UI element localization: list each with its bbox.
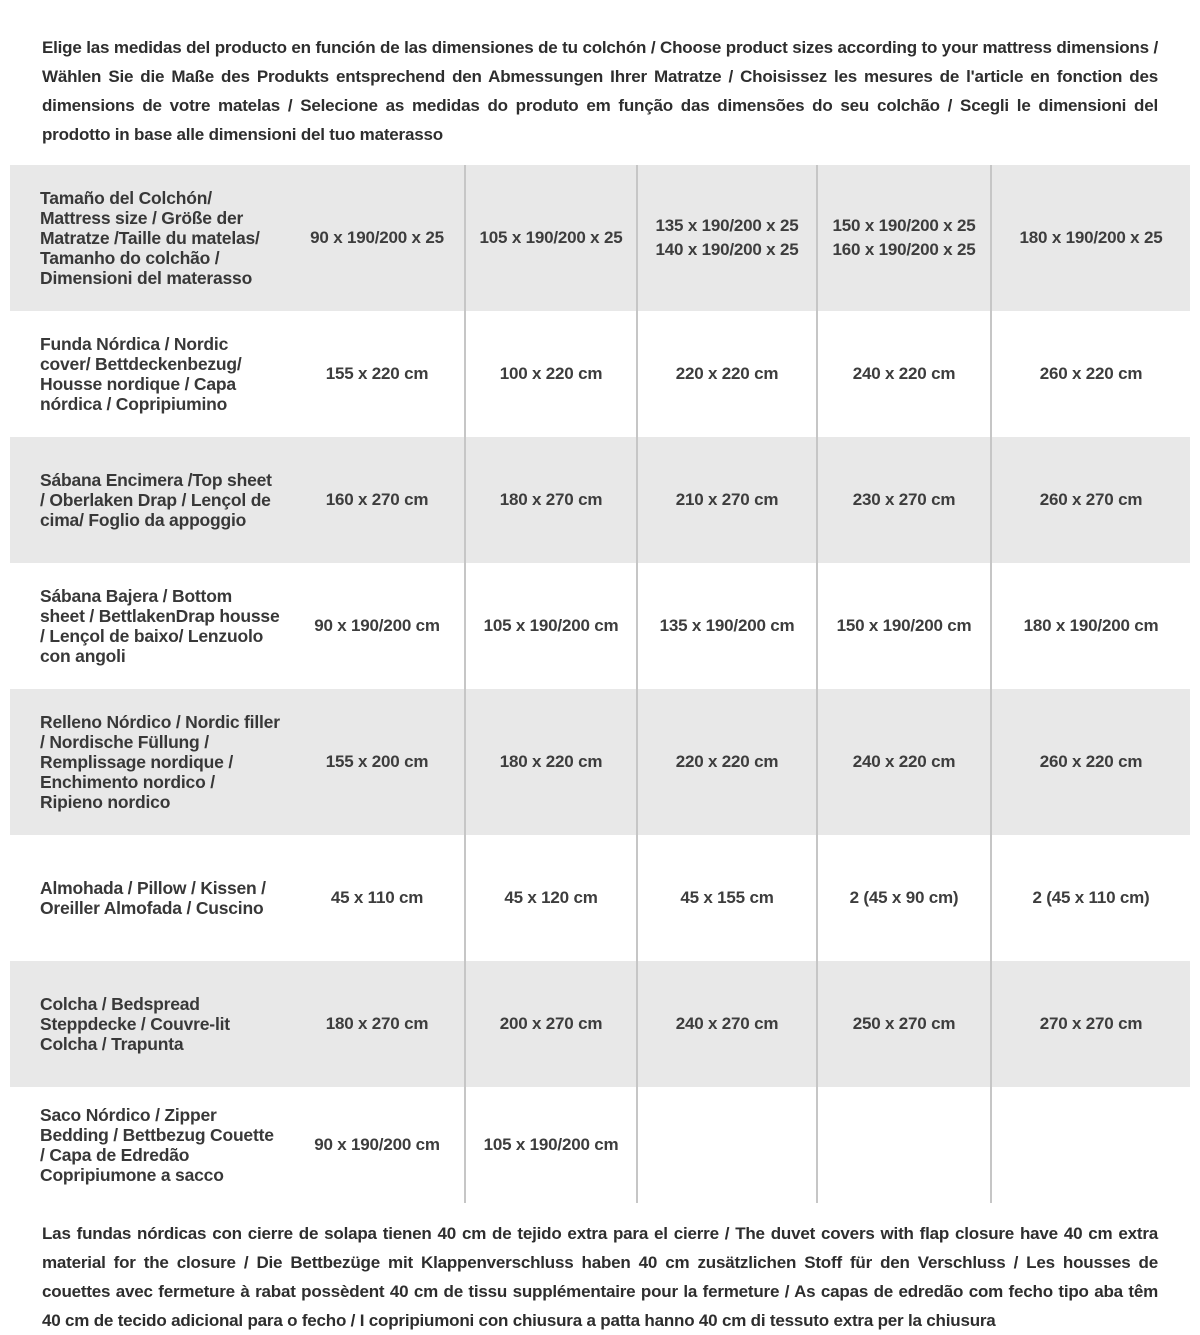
size-line: 160 x 190/200 x 25 (832, 240, 976, 259)
table-row-zipper-bedding (10, 1087, 1190, 1203)
size-value-cell: 260 x 220 cm (991, 689, 1190, 835)
size-value-cell: 135 x 190/200 cm (637, 563, 817, 689)
intro-paragraph: Elige las medidas del producto en función de las dimensiones de tu colchón / Choose product sizes according to your mattress dimensions / Wählen Sie die Maße des Produkts entsprechend den Abmessungen Ihrer Matratze / Choisissez les mesures de l'article en fonction des dimensions de votre matelas / Selecione as medidas do produto em função das dimensões do seu colchão / Scegli le dimensioni del prodotto in base alle dimensioni del tuo materasso (42, 38, 1158, 144)
size-value-cell: 220 x 220 cm (637, 311, 817, 437)
size-line: 135 x 190/200 x 25 (655, 216, 799, 235)
size-value-cell: 90 x 190/200 cm (290, 1087, 465, 1203)
size-value-cell (991, 1087, 1190, 1203)
mattress-size-column-header (465, 165, 637, 311)
size-value-cell (637, 1087, 817, 1203)
size-line: 105 x 190/200 x 25 (479, 228, 623, 247)
mattress-size-column-header (637, 165, 817, 311)
size-table (10, 165, 1190, 1203)
size-value-cell: 2 (45 x 90 cm) (817, 835, 991, 961)
size-value-cell: 230 x 270 cm (817, 437, 991, 563)
size-value-cell: 240 x 220 cm (817, 689, 991, 835)
size-value-cell: 155 x 220 cm (290, 311, 465, 437)
size-value-cell: 210 x 270 cm (637, 437, 817, 563)
footnote-paragraph: Las fundas nórdicas con cierre de solapa tienen 40 cm de tejido extra para el cierre / The duvet covers with flap closure have 40 cm extra material for the closure / Die Bettbezüge mit Klappenverschluss haben 40 cm zusätzlichen Stoff für den Verschluss / Les housses de couettes avec fermeture à rabat possèdent 40 cm de tissu supplémentaire pour la fermeture / As capas de edredão com fecho tipo aba têm 40 cm de tecido adicional para o fecho / I copripiumoni con chiusura a patta hanno 40 cm di tessuto extra per la chiusura (42, 1224, 1158, 1330)
size-value-cell: 45 x 110 cm (290, 835, 465, 961)
table-row-nordic-filler (10, 689, 1190, 835)
mattress-size-column-header (991, 165, 1190, 311)
table-row-top-sheet (10, 437, 1190, 563)
size-value-cell: 180 x 220 cm (465, 689, 637, 835)
product-label: Sábana Encimera /Top sheet / Oberlaken Drap / Lençol de cima/ Foglio da appoggio (10, 437, 290, 563)
size-value-cell: 100 x 220 cm (465, 311, 637, 437)
size-value-cell: 105 x 190/200 cm (465, 1087, 637, 1203)
size-value-cell: 180 x 270 cm (465, 437, 637, 563)
size-line: 90 x 190/200 x 25 (310, 228, 444, 247)
size-value-cell (817, 1087, 991, 1203)
size-value-cell: 220 x 220 cm (637, 689, 817, 835)
size-value-cell: 2 (45 x 110 cm) (991, 835, 1190, 961)
size-value-cell: 260 x 220 cm (991, 311, 1190, 437)
size-value-cell: 90 x 190/200 cm (290, 563, 465, 689)
table-row-nordic-cover (10, 311, 1190, 437)
mattress-size-column-header (817, 165, 991, 311)
size-line: 150 x 190/200 x 25 (832, 216, 976, 235)
mattress-size-column-header (290, 165, 465, 311)
product-label: Almohada / Pillow / Kissen / Oreiller Almofada / Cuscino (10, 835, 290, 961)
table-row-bedspread (10, 961, 1190, 1087)
size-value-cell: 155 x 200 cm (290, 689, 465, 835)
table-row-bottom-sheet (10, 563, 1190, 689)
size-value-cell: 150 x 190/200 cm (817, 563, 991, 689)
size-line: 140 x 190/200 x 25 (655, 240, 799, 259)
size-value-cell: 240 x 220 cm (817, 311, 991, 437)
size-value-cell: 180 x 270 cm (290, 961, 465, 1087)
size-value-cell: 270 x 270 cm (991, 961, 1190, 1087)
size-value-cell: 45 x 155 cm (637, 835, 817, 961)
size-value-cell: 200 x 270 cm (465, 961, 637, 1087)
size-value-cell: 180 x 190/200 cm (991, 563, 1190, 689)
product-label: Colcha / Bedspread Steppdecke / Couvre-lit Colcha / Trapunta (10, 961, 290, 1087)
size-value-cell: 250 x 270 cm (817, 961, 991, 1087)
size-value-cell: 160 x 270 cm (290, 437, 465, 563)
table-header-row (10, 165, 1190, 311)
size-value-cell: 45 x 120 cm (465, 835, 637, 961)
table-row-pillow (10, 835, 1190, 961)
size-value-cell: 260 x 270 cm (991, 437, 1190, 563)
product-label: Funda Nórdica / Nordic cover/ Bettdeckenbezug/ Housse nordique / Capa nórdica / Copripiumino (10, 311, 290, 437)
product-label: Sábana Bajera / Bottom sheet / BettlakenDrap housse / Lençol de baixo/ Lenzuolo con angoli (10, 563, 290, 689)
product-label: Relleno Nórdico / Nordic filler / Nordische Füllung / Remplissage nordique / Enchimento nordico / Ripieno nordico (10, 689, 290, 835)
mattress-size-row-label: Tamaño del Colchón/ Mattress size / Größe der Matratze /Taille du matelas/ Tamanho do colchão / Dimensioni del materasso (10, 165, 290, 311)
size-value-cell: 105 x 190/200 cm (465, 563, 637, 689)
product-label: Saco Nórdico / Zipper Bedding / Bettbezug Couette / Capa de Edredão Copripiumone a sacco (10, 1087, 290, 1203)
size-value-cell: 240 x 270 cm (637, 961, 817, 1087)
size-line: 180 x 190/200 x 25 (1019, 228, 1163, 247)
